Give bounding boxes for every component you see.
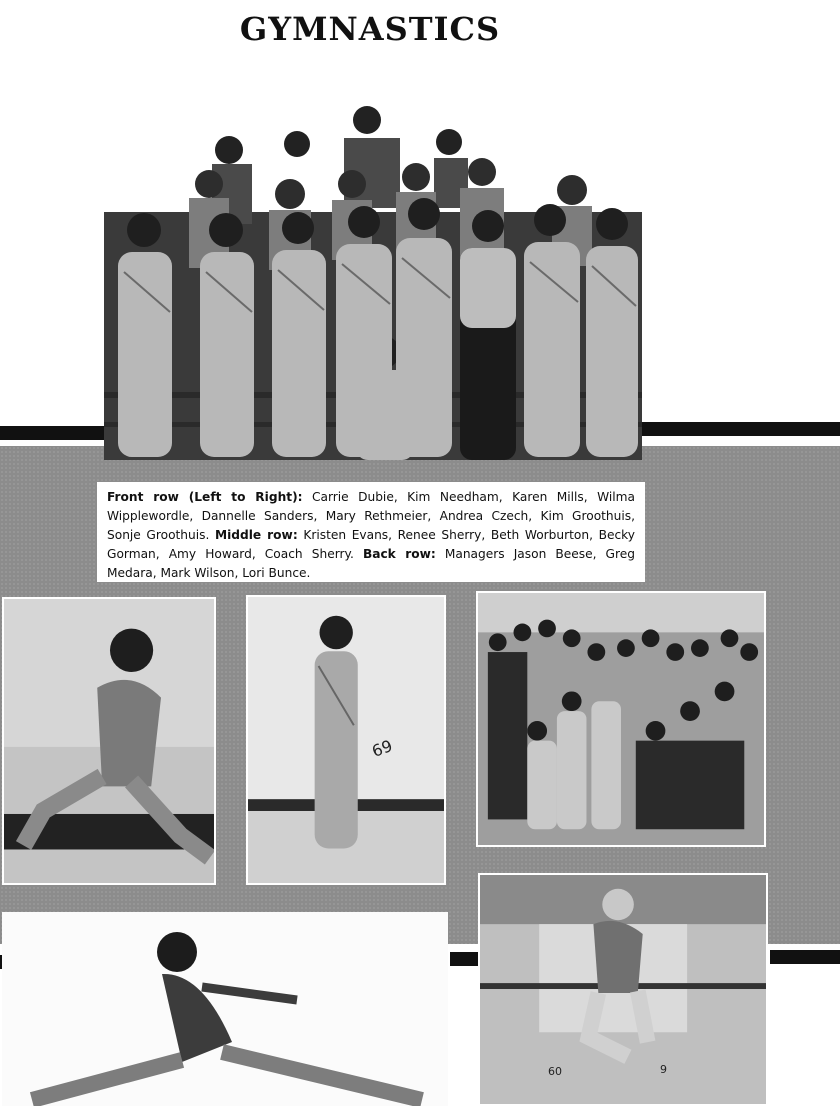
black-stripe-bottom-right: [770, 950, 840, 964]
black-stripe-right: [640, 422, 840, 436]
caption-middle-row-label: Middle row:: [214, 528, 298, 542]
page-title: GYMNASTICS: [239, 10, 501, 48]
crowd-photo: [476, 591, 766, 847]
bar-number-left: 60: [548, 1065, 562, 1078]
caption-back-row-names: Managers Jason Beese, Greg Medara, Mark Wilson, Lori Bunce.: [107, 547, 635, 580]
split-leap-photo: [2, 912, 448, 1106]
vault-gymnast-photo: [246, 595, 446, 885]
caption-middle-row-names: Kristen Evans, Renee Sherry, Beth Worburton, Becky Gorman, Amy Howard, Coach Sherry.: [107, 528, 635, 561]
caption-front-row-label: Front row (Left to Right):: [107, 490, 303, 504]
uneven-bars-photo: [478, 873, 768, 1106]
beam-photo: [2, 597, 216, 885]
black-stripe-left: [0, 426, 110, 440]
caption-back-row-label: Back row:: [362, 547, 436, 561]
bar-number-right: 9: [660, 1063, 667, 1076]
team-photo: [104, 102, 642, 460]
black-stripe-bottom-mid: [450, 952, 478, 966]
team-caption: [97, 482, 645, 582]
caption-front-row-names: Carrie Dubie, Kim Needham, Karen Mills, Wilma Wipplewordle, Dannelle Sanders, Mary Rethmeier, Andrea Czech, Kim Groothuis, Sonje Groothuis.: [107, 490, 635, 542]
vault-number-tag: 69: [369, 736, 395, 761]
